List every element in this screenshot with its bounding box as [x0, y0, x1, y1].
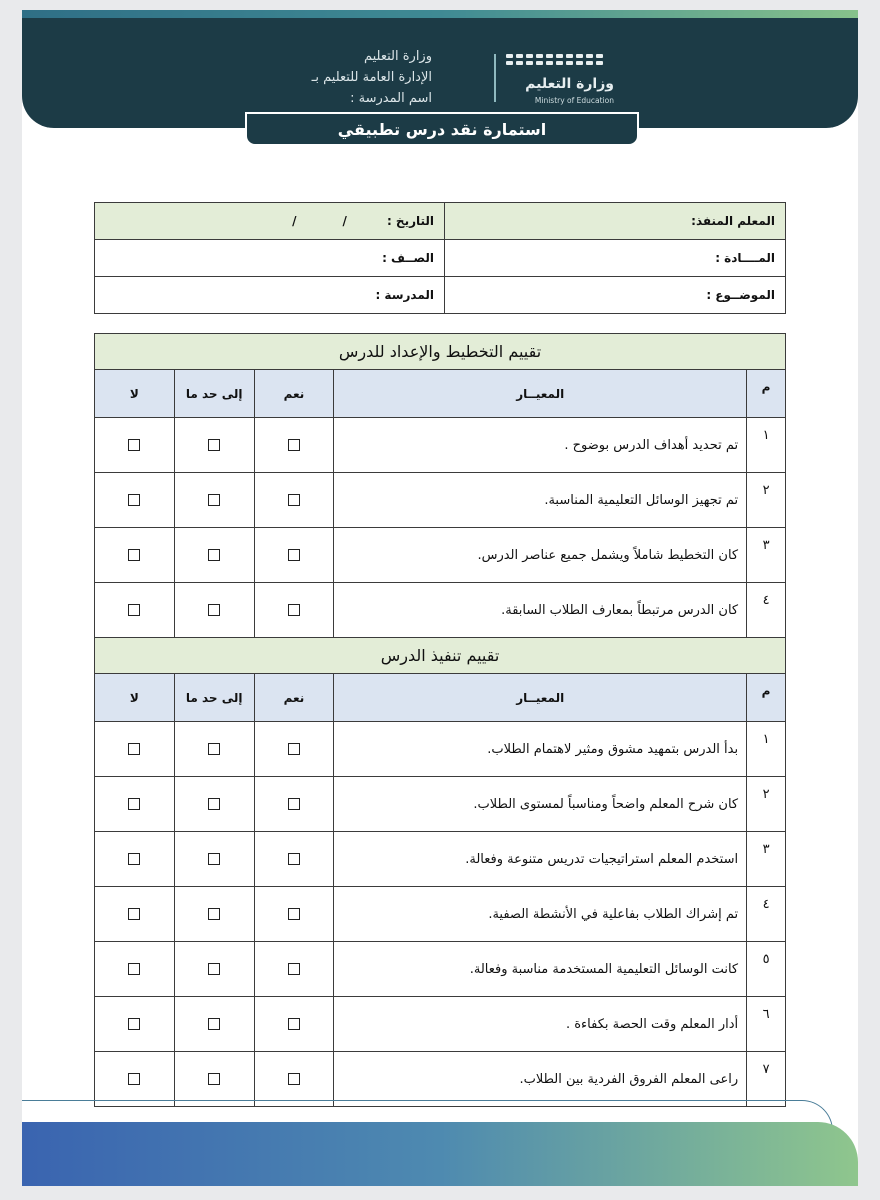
col-header-num: م [747, 674, 786, 722]
yes-checkbox[interactable] [288, 853, 300, 865]
no-checkbox[interactable] [128, 1018, 140, 1030]
criterion-text: كان شرح المعلم واضحاً ومناسباً لمستوى الطلاب. [334, 777, 747, 832]
yes-checkbox[interactable] [288, 549, 300, 561]
criterion-text: تم إشراك الطلاب بفاعلية في الأنشطة الصفية. [334, 887, 747, 942]
criterion-text: كانت الوسائل التعليمية المستخدمة مناسبة وفعالة. [334, 942, 747, 997]
row-number: ٢ [747, 777, 786, 832]
row-number: ٦ [747, 997, 786, 1052]
topic-field[interactable] [445, 277, 786, 314]
partly-checkbox[interactable] [208, 439, 220, 451]
criterion-text: تم تجهيز الوسائل التعليمية المناسبة. [334, 473, 747, 528]
no-checkbox[interactable] [128, 604, 140, 616]
table-row [95, 777, 786, 832]
partly-checkbox[interactable] [208, 853, 220, 865]
table-row [95, 832, 786, 887]
yes-checkbox[interactable] [288, 908, 300, 920]
row-number: ٧ [747, 1052, 786, 1107]
yes-checkbox[interactable] [288, 963, 300, 975]
lesson-info-table [94, 202, 786, 314]
table-row [95, 583, 786, 638]
directorate-name: الإدارة العامة للتعليم بـ [311, 70, 432, 85]
row-number: ٣ [747, 528, 786, 583]
table-row [95, 418, 786, 473]
table-row [95, 997, 786, 1052]
no-checkbox[interactable] [128, 908, 140, 920]
row-number: ٤ [747, 583, 786, 638]
class-label: الصــف : [382, 251, 434, 265]
partly-checkbox[interactable] [208, 1073, 220, 1085]
form-title: استمارة نقد درس تطبيقي [245, 112, 639, 146]
table-row [95, 1052, 786, 1107]
school-field[interactable] [95, 277, 445, 314]
table-row [95, 942, 786, 997]
partly-checkbox[interactable] [208, 963, 220, 975]
date-field[interactable] [95, 203, 445, 240]
partly-checkbox[interactable] [208, 1018, 220, 1030]
no-checkbox[interactable] [128, 439, 140, 451]
criterion-text: أدار المعلم وقت الحصة بكفاءة . [334, 997, 747, 1052]
partly-checkbox[interactable] [208, 743, 220, 755]
criteria-table [94, 333, 786, 1107]
subject-label: المــــادة : [715, 251, 775, 265]
row-number: ٢ [747, 473, 786, 528]
partly-checkbox[interactable] [208, 908, 220, 920]
criterion-text: كان الدرس مرتبطاً بمعارف الطلاب السابقة. [334, 583, 747, 638]
logo-english-text: Ministry of Education [534, 96, 614, 105]
partly-checkbox[interactable] [208, 494, 220, 506]
yes-checkbox[interactable] [288, 743, 300, 755]
partly-checkbox[interactable] [208, 604, 220, 616]
col-header-partly: إلى حد ما [174, 370, 254, 418]
no-checkbox[interactable] [128, 743, 140, 755]
table-row [95, 722, 786, 777]
row-number: ١ [747, 418, 786, 473]
yes-checkbox[interactable] [288, 439, 300, 451]
row-number: ٥ [747, 942, 786, 997]
col-header-partly: إلى حد ما [174, 674, 254, 722]
yes-checkbox[interactable] [288, 494, 300, 506]
yes-checkbox[interactable] [288, 1018, 300, 1030]
no-checkbox[interactable] [128, 1073, 140, 1085]
ministry-name: وزارة التعليم [363, 49, 432, 64]
teacher-label: المعلم المنفذ: [691, 214, 775, 228]
school-label: المدرسة : [375, 288, 434, 302]
criterion-text: راعى المعلم الفروق الفردية بين الطلاب. [334, 1052, 747, 1107]
criterion-text: بدأ الدرس بتمهيد مشوق ومثير لاهتمام الطلاب. [334, 722, 747, 777]
col-header-num: م [747, 370, 786, 418]
yes-checkbox[interactable] [288, 604, 300, 616]
class-field[interactable] [95, 240, 445, 277]
row-number: ٣ [747, 832, 786, 887]
row-number: ١ [747, 722, 786, 777]
no-checkbox[interactable] [128, 494, 140, 506]
table-row [95, 887, 786, 942]
yes-checkbox[interactable] [288, 1073, 300, 1085]
date-separator: / [342, 214, 347, 228]
col-header-yes: نعم [254, 370, 334, 418]
topic-label: الموضــوع : [706, 288, 775, 302]
date-separator: / [292, 214, 297, 228]
execution-section-title: تقييم تنفيذ الدرس [95, 638, 786, 674]
yes-checkbox[interactable] [288, 798, 300, 810]
teacher-field[interactable] [445, 203, 786, 240]
partly-checkbox[interactable] [208, 549, 220, 561]
criterion-text: تم تحديد أهداف الدرس بوضوح . [334, 418, 747, 473]
subject-field[interactable] [445, 240, 786, 277]
col-header-criterion: المعيــار [334, 370, 747, 418]
no-checkbox[interactable] [128, 798, 140, 810]
date-label: التاريخ : [386, 214, 434, 228]
ministry-logo-icon [494, 54, 614, 110]
col-header-no: لا [95, 370, 175, 418]
criterion-text: استخدم المعلم استراتيجيات تدريس متنوعة وفعالة. [334, 832, 747, 887]
table-row [95, 528, 786, 583]
criterion-text: كان التخطيط شاملاً ويشمل جميع عناصر الدرس. [334, 528, 747, 583]
col-header-yes: نعم [254, 674, 334, 722]
ministry-address [311, 46, 432, 109]
row-number: ٤ [747, 887, 786, 942]
logo-arabic-text: وزارة التعليم [525, 76, 614, 92]
footer-band [22, 1122, 858, 1186]
no-checkbox[interactable] [128, 853, 140, 865]
col-header-criterion: المعيــار [334, 674, 747, 722]
form-page [22, 10, 858, 1186]
planning-section-title: تقييم التخطيط والإعداد للدرس [95, 334, 786, 370]
table-row [95, 473, 786, 528]
col-header-no: لا [95, 674, 175, 722]
no-checkbox[interactable] [128, 549, 140, 561]
school-name-label: اسم المدرسة : [350, 91, 432, 106]
no-checkbox[interactable] [128, 963, 140, 975]
partly-checkbox[interactable] [208, 798, 220, 810]
